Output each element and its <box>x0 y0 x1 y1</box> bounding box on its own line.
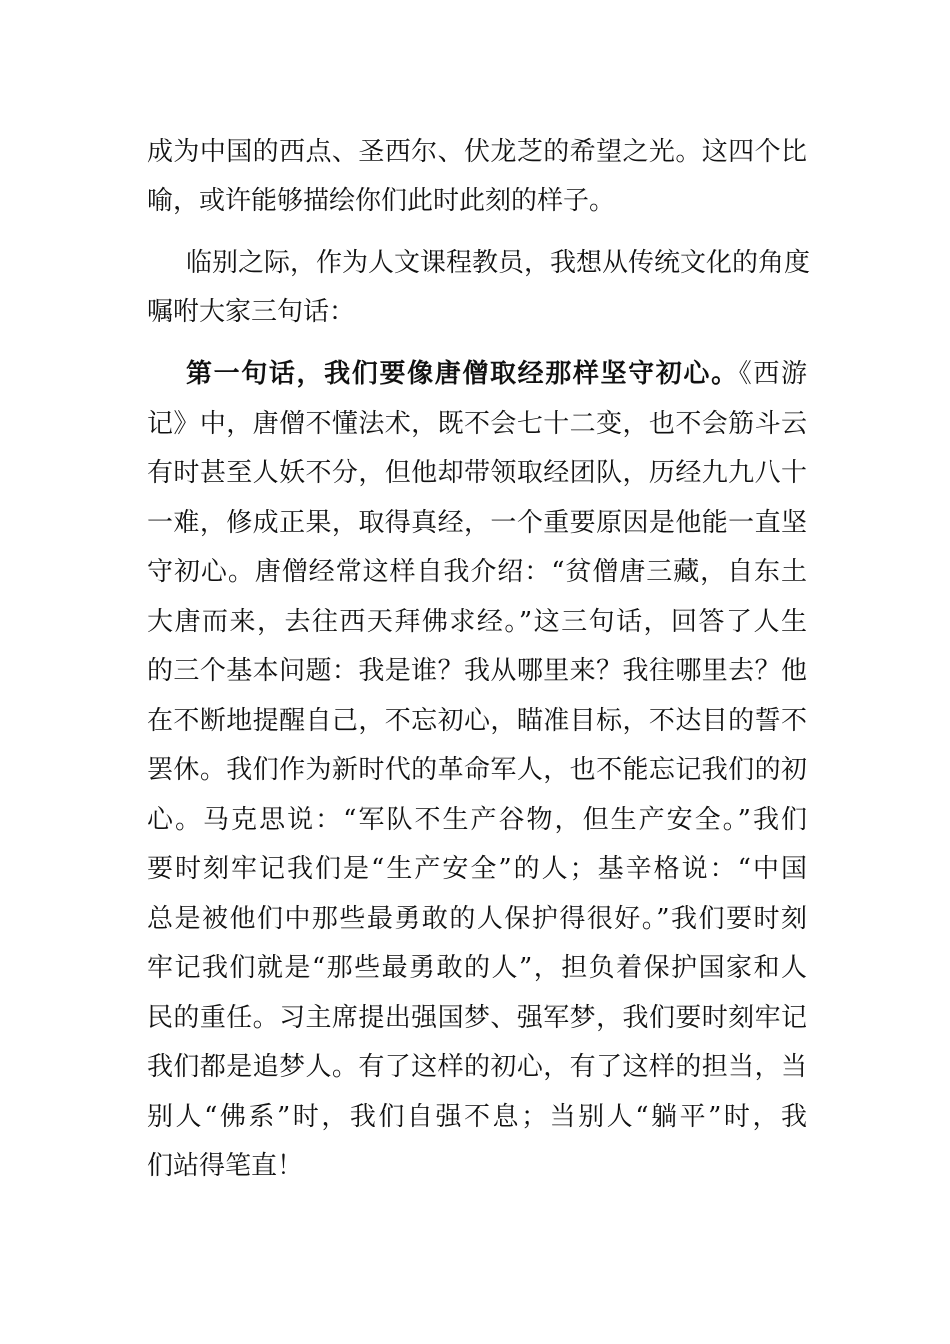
paragraph-3-line-3: 有时甚至人妖不分，但他却带领取经团队，历经九九八十 <box>147 458 807 488</box>
paragraph-3-line-2: 记》中，唐僧不懂法术，既不会七十二变，也不会筋斗云 <box>147 409 807 439</box>
paragraph-3-line-15: 我们都是追梦人。有了这样的初心，有了这样的担当，当 <box>147 1052 807 1082</box>
paragraph-3-first-line-rest: 《西游 <box>738 359 807 389</box>
paragraph-3-line-13: 牢记我们就是“那些最勇敢的人”，担负着保护国家和人 <box>147 953 807 983</box>
paragraph-3-line-11: 要时刻牢记我们是“生产安全”的人；基辛格说：“中国 <box>147 854 807 884</box>
paragraph-3-line-6: 大唐而来，去往西天拜佛求经。”这三句话，回答了人生 <box>147 607 807 637</box>
paragraph-1-line-2: 喻，或许能够描绘你们此时此刻的样子。 <box>147 186 616 216</box>
section-heading: 第一句话，我们要像唐僧取经那样坚守初心。 <box>186 359 739 389</box>
paragraph-3-line-5: 守初心。唐僧经常这样自我介绍：“贫僧唐三藏，自东土 <box>147 557 807 587</box>
paragraph-3-line-7: 的三个基本问题：我是谁？我从哪里来？我往哪里去？他 <box>147 656 807 686</box>
paragraph-3-line-17: 们站得笔直！ <box>147 1151 304 1181</box>
paragraph-3-line-16: 别人“佛系”时，我们自强不息；当别人“躺平”时，我 <box>147 1102 807 1132</box>
paragraph-2-line-1: 临别之际，作为人文课程教员，我想从传统文化的角度 <box>186 248 811 278</box>
paragraph-3-line-14: 民的重任。习主席提出强国梦、强军梦，我们要时刻牢记 <box>147 1003 807 1033</box>
paragraph-1-line-1: 成为中国的西点、圣西尔、伏龙芝的希望之光。这四个比 <box>147 137 807 167</box>
paragraph-3-line-12: 总是被他们中那些最勇敢的人保护得很好。”我们要时刻 <box>147 904 807 934</box>
paragraph-3-first-line <box>186 354 807 394</box>
paragraph-3-line-8: 在不断地提醒自己，不忘初心，瞄准目标，不达目的誓不 <box>147 706 807 736</box>
paragraph-3-line-10: 心。马克思说：“军队不生产谷物，但生产安全。”我们 <box>147 805 807 835</box>
paragraph-3-line-4: 一难，修成正果，取得真经，一个重要原因是他能一直坚 <box>147 508 807 538</box>
paragraph-2-line-2: 嘱咐大家三句话： <box>147 297 356 327</box>
paragraph-3-line-9: 罢休。我们作为新时代的革命军人，也不能忘记我们的初 <box>147 755 807 785</box>
